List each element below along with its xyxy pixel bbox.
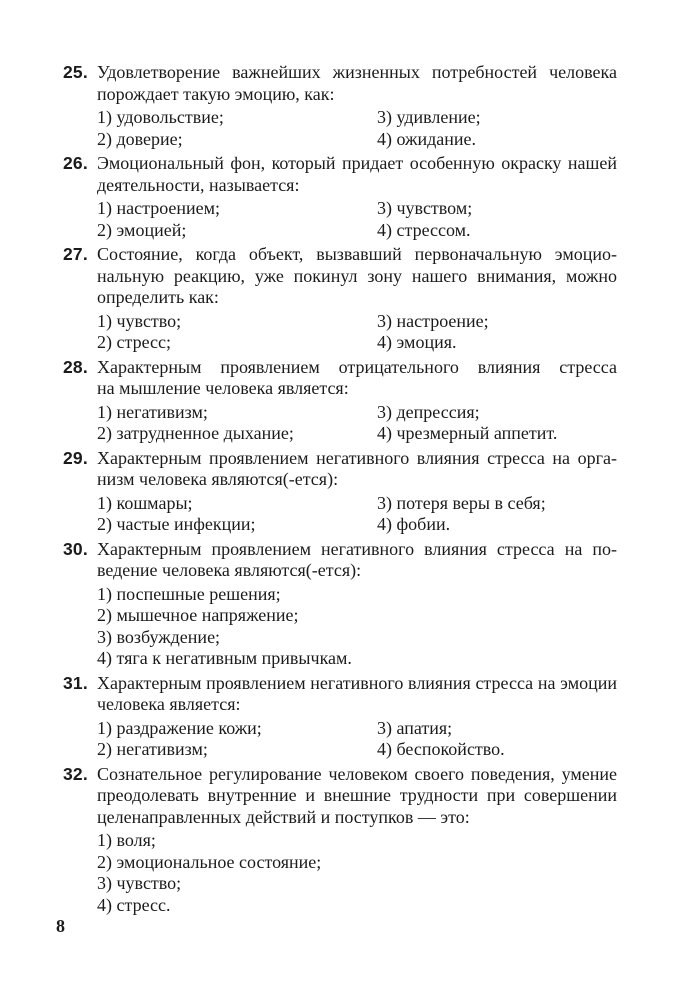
answer-option: 3) чувством; xyxy=(377,198,473,218)
question-text-line: ведение человека являются(-ется): xyxy=(97,560,362,580)
question-text xyxy=(97,764,617,829)
question-text xyxy=(97,673,617,716)
answer-option: 2) затрудненное дыхание; xyxy=(97,423,294,443)
question-text xyxy=(97,244,617,309)
question-text xyxy=(97,357,617,400)
answer-option: 1) негативизм; xyxy=(97,401,208,422)
question-number: 29. xyxy=(63,447,88,468)
question-text-line: деятельности, называется: xyxy=(97,174,300,195)
answer-options xyxy=(97,718,617,761)
question-text xyxy=(97,153,617,196)
answer-options xyxy=(97,402,617,445)
page-number: 8 xyxy=(56,916,65,936)
answer-options xyxy=(97,311,617,354)
answer-option: 3) депрессия; xyxy=(377,401,480,422)
answer-option: 3) настроение; xyxy=(377,310,489,331)
question-body xyxy=(97,357,617,445)
answer-option: 2) частые инфекции; xyxy=(97,514,256,534)
question-number: 27. xyxy=(63,244,88,264)
question-body xyxy=(97,764,617,917)
answer-options xyxy=(97,493,617,536)
question-text-line: целенаправленных действий и поступков — это: xyxy=(97,806,470,827)
answer-option: 2) негативизм; xyxy=(97,739,208,759)
question-body xyxy=(97,153,617,241)
question-item xyxy=(63,62,617,150)
question-body xyxy=(97,62,617,150)
answer-option: 2) мышечное напряжение; xyxy=(97,605,299,625)
answer-option: 1) настроением; xyxy=(97,198,221,218)
answer-options xyxy=(97,830,617,916)
answer-option: 2) эмоцией; xyxy=(97,219,187,240)
question-list xyxy=(63,62,617,916)
question-item xyxy=(63,764,617,917)
answer-option: 1) удовольствие; xyxy=(97,107,224,127)
answer-option: 4) фобии. xyxy=(377,514,451,534)
question-item xyxy=(63,153,617,241)
question-number: 25. xyxy=(63,62,88,82)
question-text-line: Характерным проявлением отрицательного влияния стресса xyxy=(97,356,617,377)
question-text-line: низм человека являются(-ется): xyxy=(97,469,339,489)
question-text-line: преодолевать внутренние и внешние трудности при совершении xyxy=(97,785,617,805)
answer-option: 3) возбуждение; xyxy=(97,626,221,647)
question-item xyxy=(63,673,617,761)
question-text-line: нальную реакцию, уже покинул зону нашего внимания, можно xyxy=(97,265,617,286)
answer-option: 4) стрессом. xyxy=(377,219,471,240)
question-number: 32. xyxy=(63,763,88,784)
question-text-line: определить как: xyxy=(97,287,219,307)
question-text-line: Характерным проявлением негативного влияния стресса на по- xyxy=(97,538,617,559)
question-text-line: Состояние, когда объект, вызвавший первоначальную эмоцио- xyxy=(97,244,617,264)
question-item xyxy=(63,244,617,354)
question-text-line: Эмоциональный фон, который придает особенную окраску нашей xyxy=(97,153,617,173)
question-text xyxy=(97,448,617,491)
answer-option: 2) доверие; xyxy=(97,128,183,149)
question-body xyxy=(97,448,617,536)
question-item xyxy=(63,539,617,670)
question-number: 26. xyxy=(63,153,88,173)
question-body xyxy=(97,673,617,761)
question-number: 28. xyxy=(63,356,88,377)
question-text xyxy=(97,62,617,105)
question-text-line: порождает такую эмоцию, как: xyxy=(97,83,335,104)
answer-option: 3) удивление; xyxy=(377,107,481,127)
answer-option: 1) воля; xyxy=(97,830,156,850)
question-number: 30. xyxy=(63,538,88,559)
answer-option: 4) стресс. xyxy=(97,894,171,915)
answer-options xyxy=(97,107,617,150)
answer-option: 4) эмоция. xyxy=(377,332,457,352)
answer-option: 4) тяга к негативным привычкам. xyxy=(97,648,352,668)
answer-option: 1) кошмары; xyxy=(97,492,193,513)
question-item xyxy=(63,448,617,536)
question-text-line: человека является: xyxy=(97,694,241,714)
answer-option: 2) стресс; xyxy=(97,332,171,352)
question-body xyxy=(97,539,617,670)
question-text-line: Удовлетворение важнейших жизненных потребностей человека xyxy=(97,62,617,82)
answer-option: 3) потеря веры в себя; xyxy=(377,492,546,513)
question-body xyxy=(97,244,617,354)
question-item xyxy=(63,357,617,445)
answer-option: 1) поспешные решения; xyxy=(97,583,281,604)
answer-option: 4) чрезмерный аппетит. xyxy=(377,423,558,443)
answer-option: 4) ожидание. xyxy=(377,128,477,149)
answer-option: 1) чувство; xyxy=(97,310,182,331)
question-text-line: Сознательное регулирование человеком своего поведения, умение xyxy=(97,763,617,784)
question-text-line: Характерным проявлением негативного влияния стресса на эмоции xyxy=(97,672,617,693)
answer-option: 4) беспокойство. xyxy=(377,739,505,759)
question-text-line: Характерным проявлением негативного влияния стресса на орга- xyxy=(97,447,617,468)
answer-option: 2) эмоциональное состояние; xyxy=(97,851,322,872)
question-text-line: на мышление человека является: xyxy=(97,378,349,398)
answer-option: 1) раздражение кожи; xyxy=(97,717,262,738)
question-number: 31. xyxy=(63,672,88,693)
answer-options xyxy=(97,584,617,670)
answer-option: 3) апатия; xyxy=(377,717,453,738)
answer-option: 3) чувство; xyxy=(97,873,182,893)
question-text xyxy=(97,539,617,582)
answer-options xyxy=(97,198,617,241)
